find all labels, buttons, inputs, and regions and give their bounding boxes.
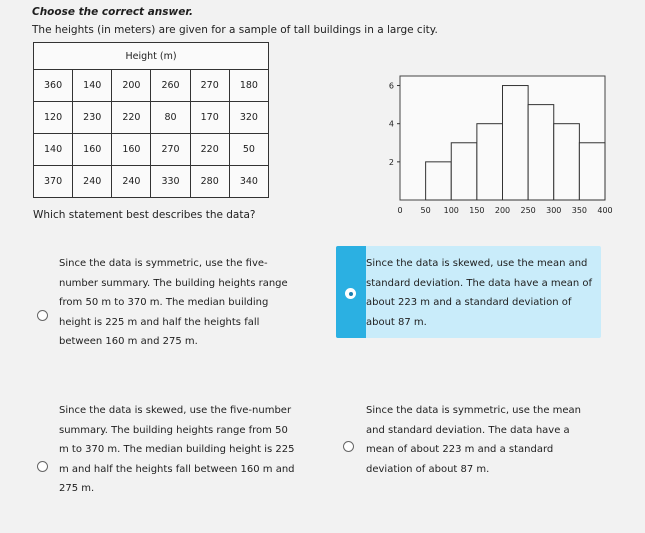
histogram-bar bbox=[579, 143, 605, 200]
x-tick-label: 100 bbox=[443, 206, 459, 215]
radio-button-selected[interactable] bbox=[345, 288, 356, 299]
y-tick-label: 2 bbox=[388, 157, 394, 167]
x-tick-label: 200 bbox=[494, 206, 511, 215]
radio-button[interactable] bbox=[343, 441, 354, 452]
histogram-chart bbox=[380, 74, 630, 224]
histogram-bar bbox=[451, 143, 477, 200]
table-cell: 370 bbox=[34, 166, 73, 198]
table-cell: 230 bbox=[73, 102, 112, 134]
table-cell: 330 bbox=[151, 166, 190, 198]
choice-text: Since the data is skewed, use the mean and standard deviation. The data have a mean of about 223 m and a standard deviation of about 87 m. bbox=[366, 258, 593, 328]
table-cell: 160 bbox=[112, 134, 151, 166]
radio-button[interactable] bbox=[37, 310, 48, 321]
table-cell: 170 bbox=[190, 102, 229, 134]
x-tick-label: 250 bbox=[520, 206, 536, 215]
x-tick-label: 0 bbox=[397, 206, 403, 215]
table-cell: 220 bbox=[190, 134, 229, 166]
histogram-bar bbox=[554, 124, 580, 200]
question-text: Which statement best describes the data? bbox=[33, 209, 256, 221]
table-cell: 120 bbox=[34, 102, 73, 134]
table-cell: 240 bbox=[73, 166, 112, 198]
table-cell: 270 bbox=[151, 134, 190, 166]
table-cell: 260 bbox=[151, 70, 190, 102]
histogram-bar bbox=[528, 105, 554, 200]
histogram-bar bbox=[477, 124, 503, 200]
x-tick-label: 350 bbox=[571, 206, 588, 215]
table-cell: 220 bbox=[112, 102, 151, 134]
table-header: Height (m) bbox=[34, 43, 269, 70]
table-cell: 360 bbox=[34, 70, 73, 102]
choice-text: Since the data is symmetric, use the five-number summary. The building heights range from 50 m to 370 m. The median building height is 225 m and half the heights fall between 160 m and 275 m. bbox=[59, 258, 288, 347]
table-cell: 240 bbox=[112, 166, 151, 198]
instruction-heading: Choose the correct answer. bbox=[32, 6, 194, 18]
table-cell: 50 bbox=[229, 134, 268, 166]
table-row bbox=[34, 70, 269, 102]
histogram-bar bbox=[503, 86, 529, 200]
table-cell: 200 bbox=[112, 70, 151, 102]
table-cell: 270 bbox=[190, 70, 229, 102]
table-cell: 140 bbox=[73, 70, 112, 102]
radio-button[interactable] bbox=[37, 461, 48, 472]
table-row bbox=[34, 102, 269, 134]
table-row bbox=[34, 134, 269, 166]
table-row bbox=[34, 166, 269, 198]
question-prompt: The heights (in meters) are given for a sample of tall buildings in a large city. bbox=[32, 24, 438, 36]
heights-table bbox=[33, 42, 269, 198]
table-cell: 140 bbox=[34, 134, 73, 166]
histogram-bar bbox=[426, 162, 452, 200]
table-cell: 180 bbox=[229, 70, 268, 102]
table-cell: 280 bbox=[190, 166, 229, 198]
answer-choice-d[interactable] bbox=[336, 399, 601, 493]
table-cell: 340 bbox=[229, 166, 268, 198]
x-tick-label: 300 bbox=[546, 206, 562, 215]
choice-text: Since the data is skewed, use the five-number summary. The building heights range from 50 m to 370 m. The median building height is 225 m and half the heights fall between 160 m and 275 m. bbox=[59, 405, 295, 494]
table-cell: 80 bbox=[151, 102, 190, 134]
choice-text: Since the data is symmetric, use the mean and standard deviation. The data have a mean of about 223 m and a standard deviation of about 87 m. bbox=[366, 405, 582, 475]
x-tick-label: 400 bbox=[597, 206, 613, 215]
x-tick-label: 50 bbox=[420, 206, 431, 215]
y-tick-label: 4 bbox=[388, 119, 394, 129]
answer-choice-b[interactable] bbox=[336, 246, 601, 338]
x-tick-label: 150 bbox=[469, 206, 485, 215]
answer-choice-c[interactable] bbox=[30, 399, 295, 493]
table-cell: 160 bbox=[73, 134, 112, 166]
table-cell: 320 bbox=[229, 102, 268, 134]
y-tick-label: 6 bbox=[388, 81, 394, 91]
answer-choice-a[interactable] bbox=[30, 246, 295, 347]
